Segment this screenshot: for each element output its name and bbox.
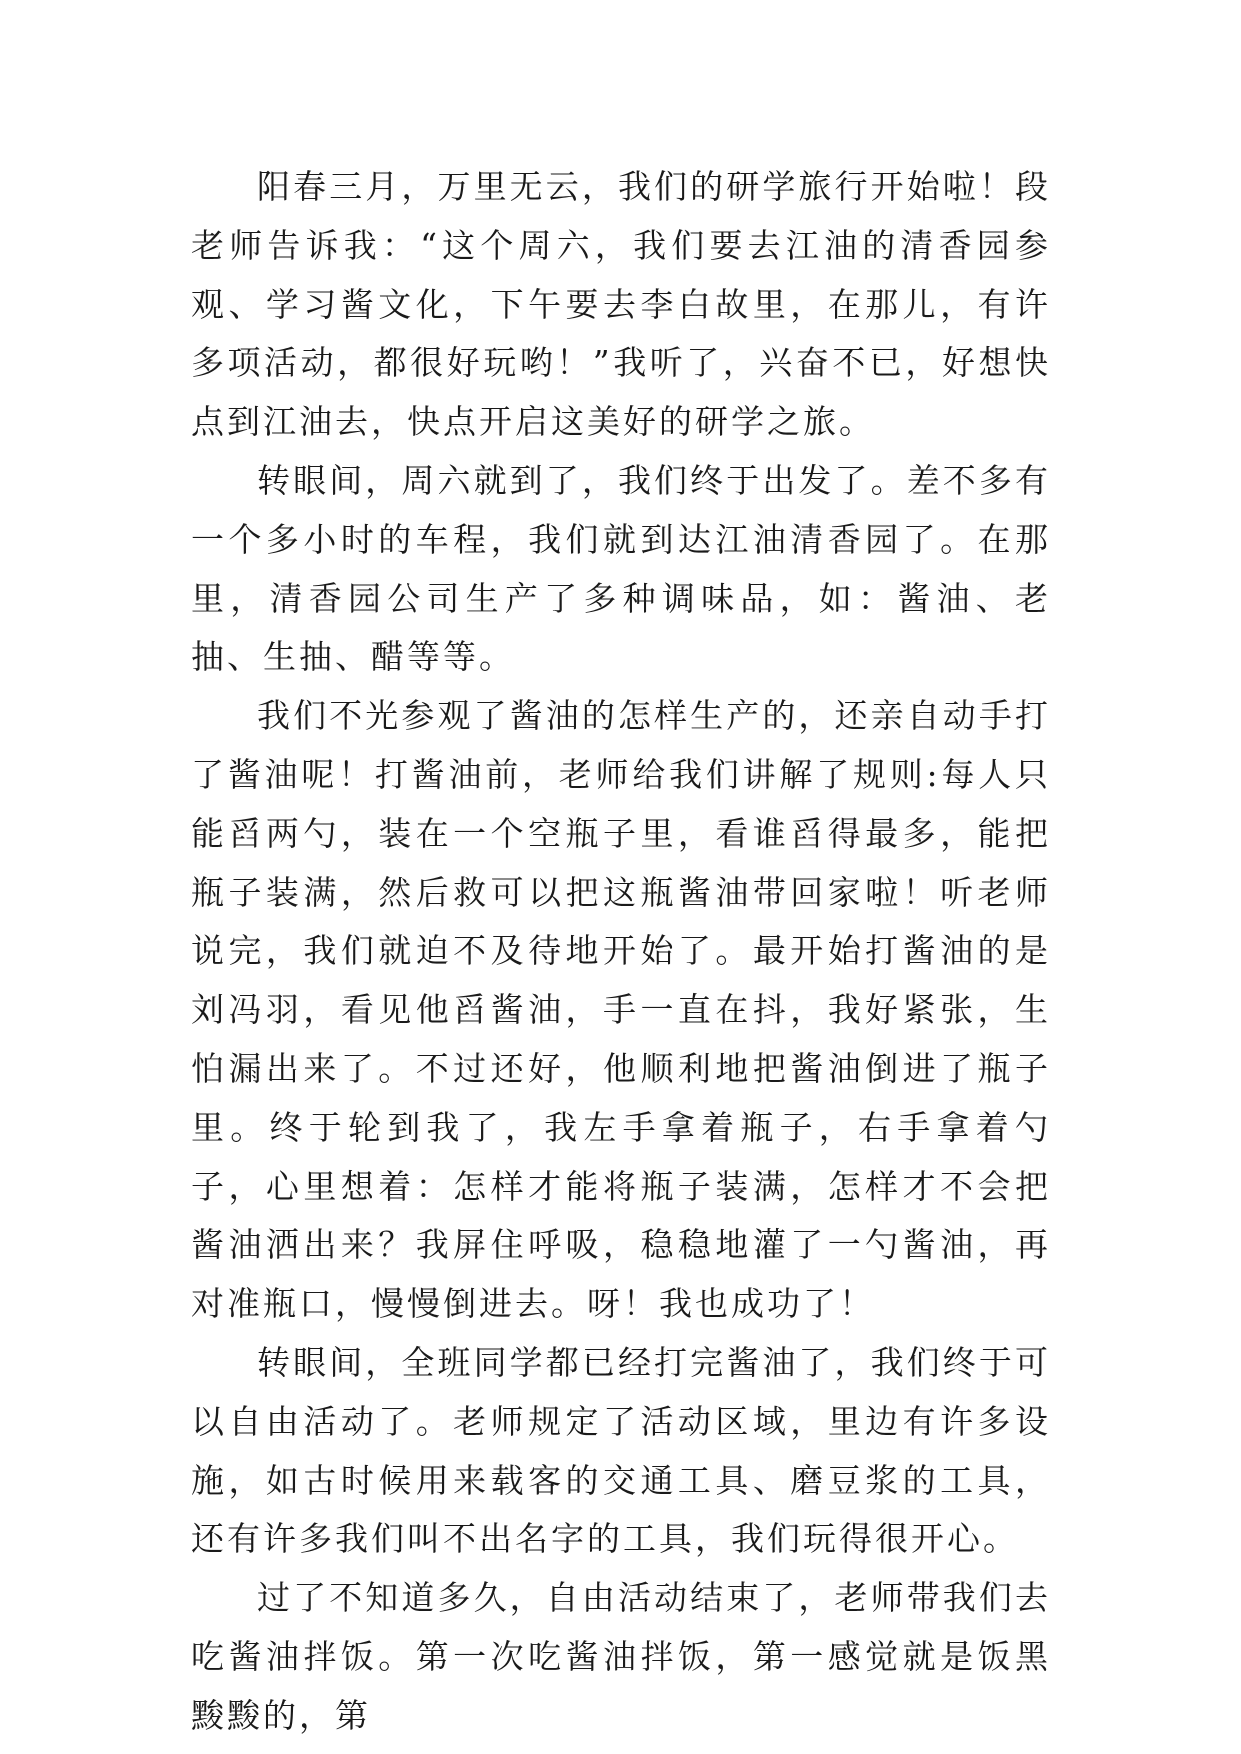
paragraph-1: 阳春三月，万里无云，我们的研学旅行开始啦！段老师告诉我：“这个周六，我们要去江油的清香园参观、学习酱文化，下午要去李白故里，在那儿，有许多项活动，都很好玩哟！”我听了，兴奋不已，好想快点到江油去，快点开启这美好的研学之旅。	[191, 167, 1051, 442]
body-text	[191, 158, 1051, 1746]
paragraph-3: 我们不光参观了酱油的怎样生产的，还亲自动手打了酱油呢！打酱油前，老师给我们讲解了规则:每人只能舀两勺，装在一个空瓶子里，看谁舀得最多，能把瓶子装满，然后救可以把这瓶酱油带回家啦！听老师说完，我们就迫不及待地开始了。最开始打酱油的是刘冯羽，看见他舀酱油，手一直在抖，我好紧张，生怕漏出来了。不过还好，他顺利地把酱油倒进了瓶子里。终于轮到我了，我左手拿着瓶子，右手拿着勺子，心里想着：怎样才能将瓶子装满，怎样才不会把酱油洒出来？我屏住呼吸，稳稳地灌了一勺酱油，再对准瓶口，慢慢倒进去。呀！我也成功了！	[191, 696, 1051, 1324]
paragraph-2: 转眼间，周六就到了，我们终于出发了。差不多有一个多小时的车程，我们就到达江油清香园了。在那里，清香园公司生产了多种调味品，如：酱油、老抽、生抽、醋等等。	[191, 460, 1051, 677]
paragraph-5: 过了不知道多久，自由活动结束了，老师带我们去吃酱油拌饭。第一次吃酱油拌饭，第一感觉就是饭黑黢黢的，第	[191, 1578, 1051, 1735]
paragraph-4: 转眼间，全班同学都已经打完酱油了，我们终于可以自由活动了。老师规定了活动区域，里边有许多设施，如古时候用来载客的交通工具、磨豆浆的工具，还有许多我们叫不出名字的工具，我们玩得很开心。	[191, 1342, 1051, 1559]
